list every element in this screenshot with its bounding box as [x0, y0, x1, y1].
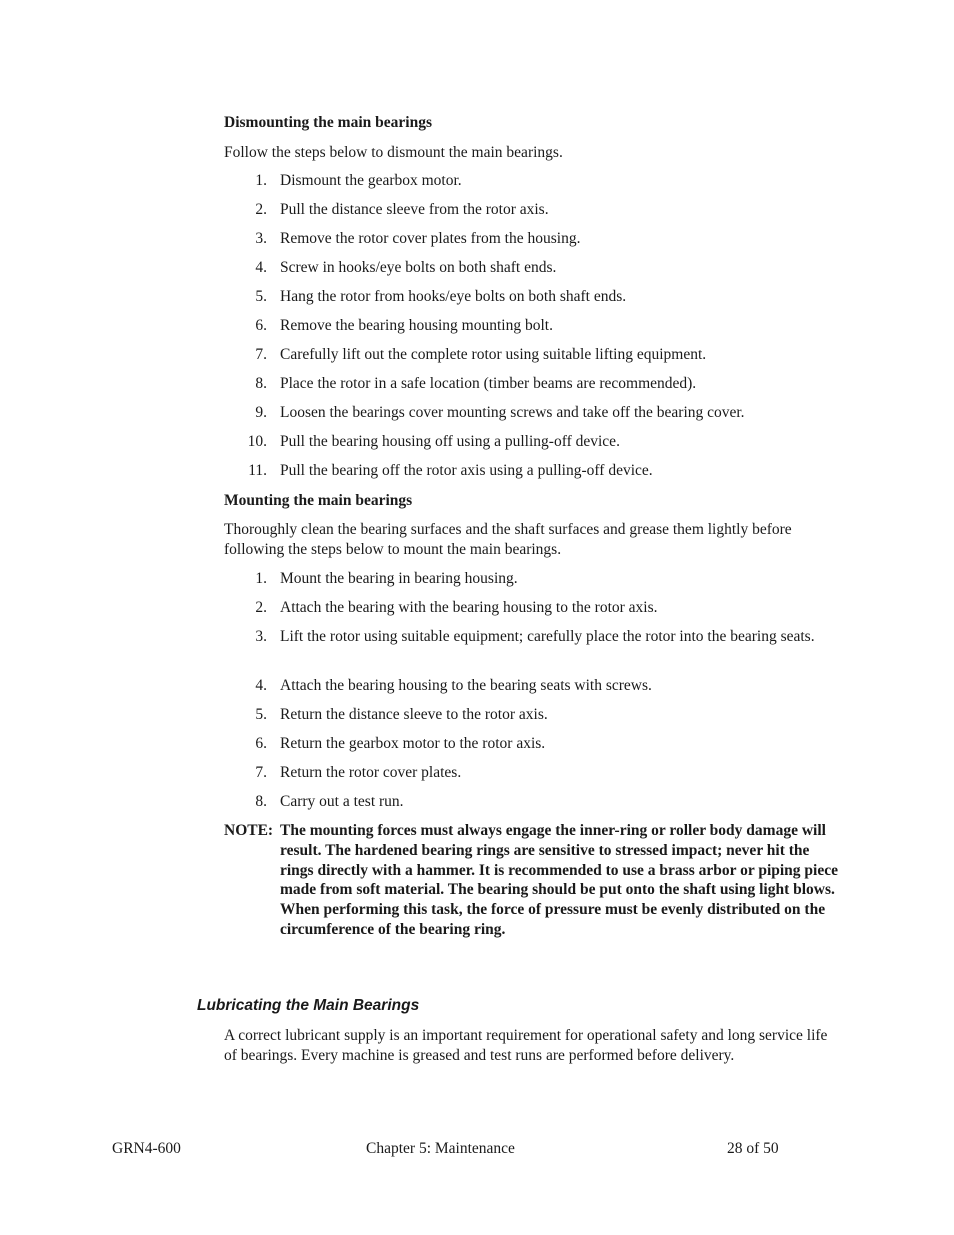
step-text: Attach the bearing housing to the bearing seats with screws.: [280, 677, 652, 694]
list-item: [224, 461, 844, 490]
step-text: Return the gearbox motor to the rotor axis.: [280, 735, 546, 752]
footer-page-number: 28 of 50: [727, 1140, 779, 1157]
dismount-heading: Dismounting the main bearings: [224, 114, 432, 131]
step-text: Return the distance sleeve to the rotor axis.: [280, 706, 548, 723]
step-text: Attach the bearing with the bearing housing to the rotor axis.: [280, 599, 658, 616]
step-number: 8.: [255, 793, 267, 810]
step-text: Mount the bearing in bearing housing.: [280, 570, 518, 587]
list-item: [224, 627, 844, 676]
step-text: Lift the rotor using suitable equipment; carefully place the rotor into the bearing seats.: [280, 628, 815, 645]
list-item: [224, 258, 844, 287]
step-number: 6.: [255, 735, 267, 752]
step-text: Return the rotor cover plates.: [280, 764, 462, 781]
step-text: Place the rotor in a safe location (timber beams are recommended).: [280, 375, 697, 392]
footer-model: GRN4-600: [112, 1140, 181, 1157]
step-number: 4.: [255, 259, 267, 276]
step-text: Hang the rotor from hooks/eye bolts on both shaft ends.: [280, 288, 627, 305]
step-text: Dismount the gearbox motor.: [280, 172, 462, 189]
step-number: 3.: [255, 230, 267, 247]
list-item: [224, 763, 844, 792]
list-item: [224, 403, 844, 432]
mount-steps-list: [224, 569, 844, 821]
list-item: [224, 676, 844, 705]
step-number: 11.: [248, 462, 267, 479]
list-item: [224, 569, 844, 598]
step-text: Screw in hooks/eye bolts on both shaft ends.: [280, 259, 557, 276]
mount-heading: Mounting the main bearings: [224, 492, 413, 509]
step-text: Remove the bearing housing mounting bolt.: [280, 317, 553, 334]
list-item: [224, 432, 844, 461]
step-number: 4.: [255, 677, 267, 694]
list-item: [224, 229, 844, 258]
lubrication-text: A correct lubricant supply is an important requirement for operational safety and long service life of bearings. Every machine is greased and test runs are performed before delivery.: [224, 1027, 828, 1064]
lubrication-heading: Lubricating the Main Bearings: [197, 997, 420, 1014]
step-number: 1.: [255, 570, 267, 587]
step-number: 7.: [255, 764, 267, 781]
warning-note: [224, 821, 844, 940]
step-text: Carefully lift out the complete rotor using suitable lifting equipment.: [280, 346, 707, 363]
step-number: 5.: [255, 706, 267, 723]
step-number: 7.: [255, 346, 267, 363]
mount-intro: Thoroughly clean the bearing surfaces and the shaft surfaces and grease them lightly before following the steps below to mount the main bearings.: [224, 521, 792, 558]
list-item: [224, 792, 844, 821]
step-number: 9.: [255, 404, 267, 421]
step-number: 6.: [255, 317, 267, 334]
list-item: [224, 345, 844, 374]
note-text: The mounting forces must always engage the inner-ring or roller body damage will result. The hardened bearing rings are sensitive to stressed impact; never hit the rings directly with a hammer. It is recommended to use a brass arbor or piping piece made from soft material. The bearing should be put onto the shaft using light blows. When performing this task, the force of pressure must be evenly distributed on the circumference of the bearing ring.: [280, 822, 838, 938]
step-text: Loosen the bearings cover mounting screws and take off the bearing cover.: [280, 404, 745, 421]
list-item: [224, 171, 844, 200]
step-text: Pull the bearing housing off using a pulling-off device.: [280, 433, 620, 450]
step-number: 3.: [255, 628, 267, 645]
step-number: 10.: [247, 433, 267, 450]
list-item: [224, 598, 844, 627]
dismount-steps-list: [224, 171, 844, 490]
list-item: [224, 316, 844, 345]
list-item: [224, 287, 844, 316]
note-label: NOTE:: [224, 822, 274, 839]
list-item: [224, 734, 844, 763]
footer-chapter: Chapter 5: Maintenance: [366, 1140, 515, 1157]
list-item: [224, 374, 844, 403]
step-number: 2.: [255, 599, 267, 616]
step-text: Pull the distance sleeve from the rotor axis.: [280, 201, 549, 218]
list-item: [224, 705, 844, 734]
step-number: 5.: [255, 288, 267, 305]
step-text: Carry out a test run.: [280, 793, 404, 810]
list-item: [224, 200, 844, 229]
step-text: Pull the bearing off the rotor axis using a pulling-off device.: [280, 462, 653, 479]
step-text: Remove the rotor cover plates from the housing.: [280, 230, 581, 247]
step-number: 2.: [255, 201, 267, 218]
step-number: 1.: [255, 172, 267, 189]
dismount-intro: Follow the steps below to dismount the main bearings.: [224, 144, 563, 161]
step-number: 8.: [255, 375, 267, 392]
